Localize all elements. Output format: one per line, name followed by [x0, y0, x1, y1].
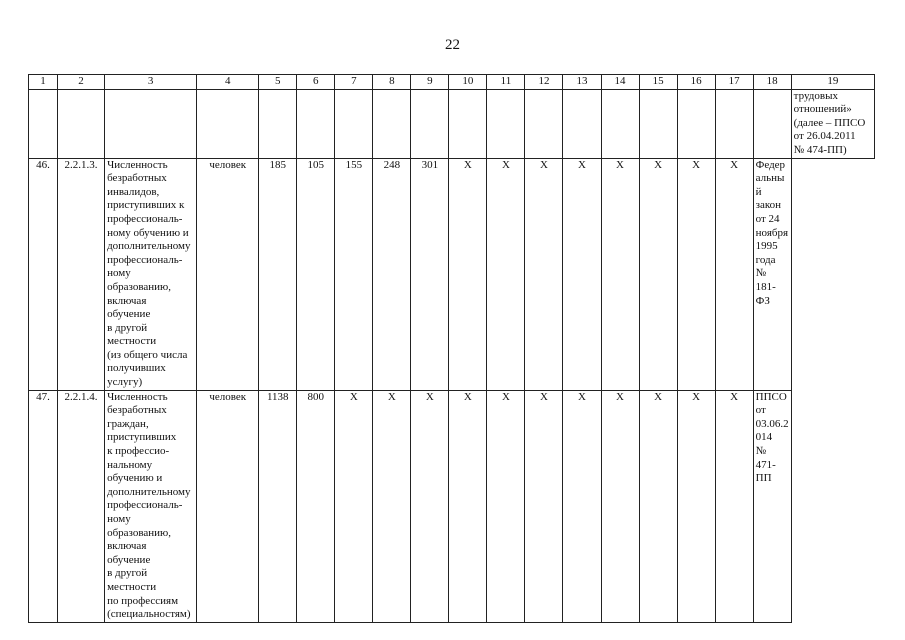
column-number: 4: [197, 75, 259, 90]
value-cell: 248: [373, 158, 411, 390]
value-cell: X: [677, 158, 715, 390]
source-cell: трудовых отношений» (далее – ППСО от 26.04.2011 № 474-ПП): [793, 89, 866, 156]
value-cell: 301: [411, 158, 449, 390]
column-number: 7: [335, 75, 373, 90]
column-number: 19: [791, 75, 874, 90]
column-number: 11: [487, 75, 525, 90]
value-cell: X: [715, 158, 753, 390]
column-number: 12: [525, 75, 563, 90]
indicator-name: Численность безработных инвалидов, приступивших к профессиональ- ному обучению и дополнительному профессиональ- ному образованию, включая обучение в другой местности (из общего числа получивших услугу): [107, 158, 191, 389]
source-cell: ППСО от 03.06.2014 № 471-ПП: [755, 390, 789, 485]
column-number: 13: [563, 75, 601, 90]
value-cell: X: [373, 390, 411, 622]
column-number-row: [29, 75, 875, 90]
value-cell: 800: [297, 390, 335, 622]
value-cell: 185: [259, 158, 297, 390]
column-number: 10: [449, 75, 487, 90]
value-cell: X: [601, 390, 639, 622]
value-cell: X: [601, 158, 639, 390]
value-cell: 1138: [259, 390, 297, 622]
table-row-continuation: [29, 89, 875, 158]
value-cell: X: [411, 390, 449, 622]
value-cell: X: [563, 158, 601, 390]
table-row: [29, 390, 875, 622]
column-number: 8: [373, 75, 411, 90]
value-cell: X: [487, 158, 525, 390]
value-cell: X: [487, 390, 525, 622]
value-cell: X: [715, 390, 753, 622]
source-cell: Федеральный закон от 24 ноября 1995 года № 181-ФЗ: [755, 158, 789, 307]
column-number: 3: [105, 75, 197, 90]
row-number: 47.: [29, 390, 58, 622]
row-code: 2.2.1.3.: [58, 158, 105, 390]
value-cell: X: [449, 158, 487, 390]
value-cell: X: [449, 390, 487, 622]
column-number: 6: [297, 75, 335, 90]
column-number: 18: [753, 75, 791, 90]
value-cell: X: [639, 158, 677, 390]
unit-cell: человек: [197, 390, 259, 622]
value-cell: X: [563, 390, 601, 622]
column-number: 14: [601, 75, 639, 90]
value-cell: X: [525, 158, 563, 390]
row-number: 46.: [29, 158, 58, 390]
column-number: 15: [639, 75, 677, 90]
value-cell: X: [525, 390, 563, 622]
value-cell: 105: [297, 158, 335, 390]
indicators-table: [28, 74, 875, 623]
column-number: 16: [677, 75, 715, 90]
value-cell: 155: [335, 158, 373, 390]
value-cell: X: [677, 390, 715, 622]
column-number: 2: [58, 75, 105, 90]
table-row: [29, 158, 875, 390]
page-number: 22: [445, 37, 460, 53]
value-cell: X: [335, 390, 373, 622]
row-code: 2.2.1.4.: [58, 390, 105, 622]
value-cell: X: [639, 390, 677, 622]
column-number: 9: [411, 75, 449, 90]
column-number: 17: [715, 75, 753, 90]
column-number: 5: [259, 75, 297, 90]
indicator-name: Численность безработных граждан, приступивших к профессио- нальному обучению и дополнительному профессиональ- ному образованию, включая обучение в другой местности по профессиям (специальностям): [107, 390, 191, 621]
column-number: 1: [29, 75, 58, 90]
unit-cell: человек: [197, 158, 259, 390]
